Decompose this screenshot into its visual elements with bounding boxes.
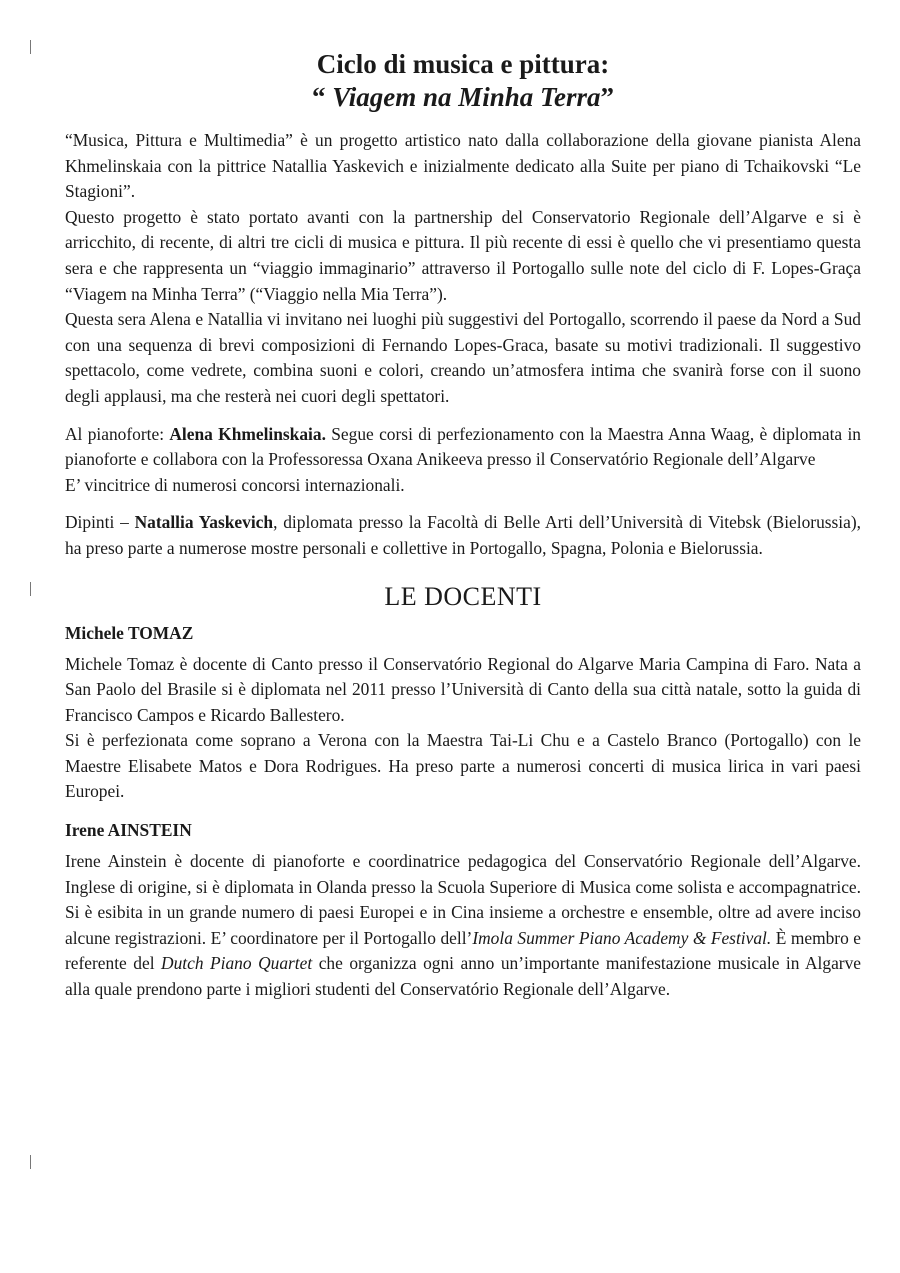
margin-mark bbox=[30, 582, 31, 596]
ainstein-text-c: che organizza ogni anno un’importante manifestazione musicale in Algarve alla quale prendono parte i migliori studenti del Conservatório Regionale dell’Algarve. bbox=[65, 953, 862, 1000]
intro-paragraph-1: “Musica, Pittura e Multimedia” è un progetto artistico nato dalla collaborazione della giovane pianista Alena Khmelinskaia con la pittrice Natallia Yaskevich e inizialmente dedicato alla Suite per piano di Tchaikovski “Le Stagioni”. bbox=[65, 130, 861, 202]
document-page bbox=[65, 48, 861, 1003]
ainstein-academy: Imola Summer Piano Academy & Festival. bbox=[472, 927, 772, 948]
painter-prefix: Dipinti – bbox=[65, 512, 135, 533]
pianist-prefix: Al pianoforte: bbox=[65, 423, 170, 444]
margin-mark bbox=[30, 40, 31, 54]
ainstein-paragraph bbox=[65, 849, 861, 1003]
tomaz-paragraph-1: Michele Tomaz è docente di Canto presso il Conservatório Regional do Algarve Maria Campina di Faro. Nata a San Paolo del Brasile si è diplomata nel 2011 presso l’Università di Canto della sua città natale, sotto la guida di Francisco Campos e Ricardo Ballestero. bbox=[65, 653, 861, 725]
painter-bio: , diplomata presso la Facoltà di Belle Arti dell’Università di Vitebsk (Bielorussia), ha preso parte a numerose mostre personali e collettive in Portogallo, Spagna, Polonia e Bielorussia. bbox=[65, 512, 861, 558]
painter-name: Natallia Yaskevich bbox=[134, 512, 274, 533]
title-quote-open: “ bbox=[311, 82, 333, 112]
title-line-2: Viagem na Minha Terra bbox=[332, 82, 601, 112]
pianist-bio: Segue corsi di perfezionamento con la Maestra Anna Waag, è diplomata in pianoforte e collabora con la Professoressa Oxana Anikeeva presso il Conservatório Regionale dell’Algarve bbox=[65, 423, 861, 470]
tomaz-paragraph-2: Si è perfezionata come soprano a Verona con la Maestra Tai-Li Chu e a Castelo Branco (Portogallo) con le Maestre Elisabete Matos e Dora Rodrigues. Ha preso parte a numerosi concerti di musica lirica in vari paesi Europei. bbox=[65, 730, 861, 802]
pianist-paragraph bbox=[65, 422, 861, 473]
docente-name-tomaz: Michele TOMAZ bbox=[65, 622, 194, 643]
intro-paragraph-3: Questa sera Alena e Natallia vi invitano nei luoghi più suggestivi del Portogallo, scorrendo il paese da Nord a Sud con una sequenza di brevi composizioni di Fernando Lopes-Graca, basate su motivi tradizionali. Il suggestivo spettacolo, come vedrete, combina suoni e colori, creando un’atmosfera intima che svanirà forse con il suono degli applausi, ma che resterà nei cuori degli spettatori. bbox=[65, 309, 861, 406]
pianist-awards: E’ vincitrice di numerosi concorsi internazionali. bbox=[65, 474, 405, 495]
ainstein-quartet: Dutch Piano Quartet bbox=[161, 953, 313, 974]
pianist-name: Alena Khmelinskaia. bbox=[169, 423, 326, 444]
document-title bbox=[65, 48, 861, 114]
section-title-docenti: LE DOCENTI bbox=[384, 581, 542, 611]
intro-paragraph-2: Questo progetto è stato portato avanti con la partnership del Conservatorio Regionale dell’Algarve e si è arricchito, di recente, di altri tre cicli di musica e pittura. Il più recente di essi è quello che vi presentiamo questa sera e che rappresenta un “viaggio immaginario” attraverso il Portogallo sulle note del ciclo di F. Lopes-Graça “Viagem na Minha Terra” (“Viaggio nella Mia Terra”). bbox=[65, 206, 861, 304]
margin-mark bbox=[30, 1155, 31, 1169]
docente-name-ainstein: Irene AINSTEIN bbox=[65, 820, 192, 841]
ainstein-text-b: È membro e referente del bbox=[65, 927, 862, 974]
painter-paragraph bbox=[65, 510, 861, 561]
title-line-1: Ciclo di musica e pittura: bbox=[316, 49, 610, 79]
ainstein-text-a: Irene Ainstein è docente di pianoforte e coordinatrice pedagogica del Conservatório Regionale dell’Algarve. Inglese di origine, si è diplomata in Olanda presso la Scuola Superiore di Musica come solista e accompagnatrice. Si è esibita in un grande numero di paesi Europei e in Cina insieme a orchestre e ensemble, oltre ad avere inciso alcune registrazioni. E’ coordinatore per il Portogallo dell’ bbox=[65, 851, 861, 948]
title-quote-close: ” bbox=[600, 82, 615, 112]
